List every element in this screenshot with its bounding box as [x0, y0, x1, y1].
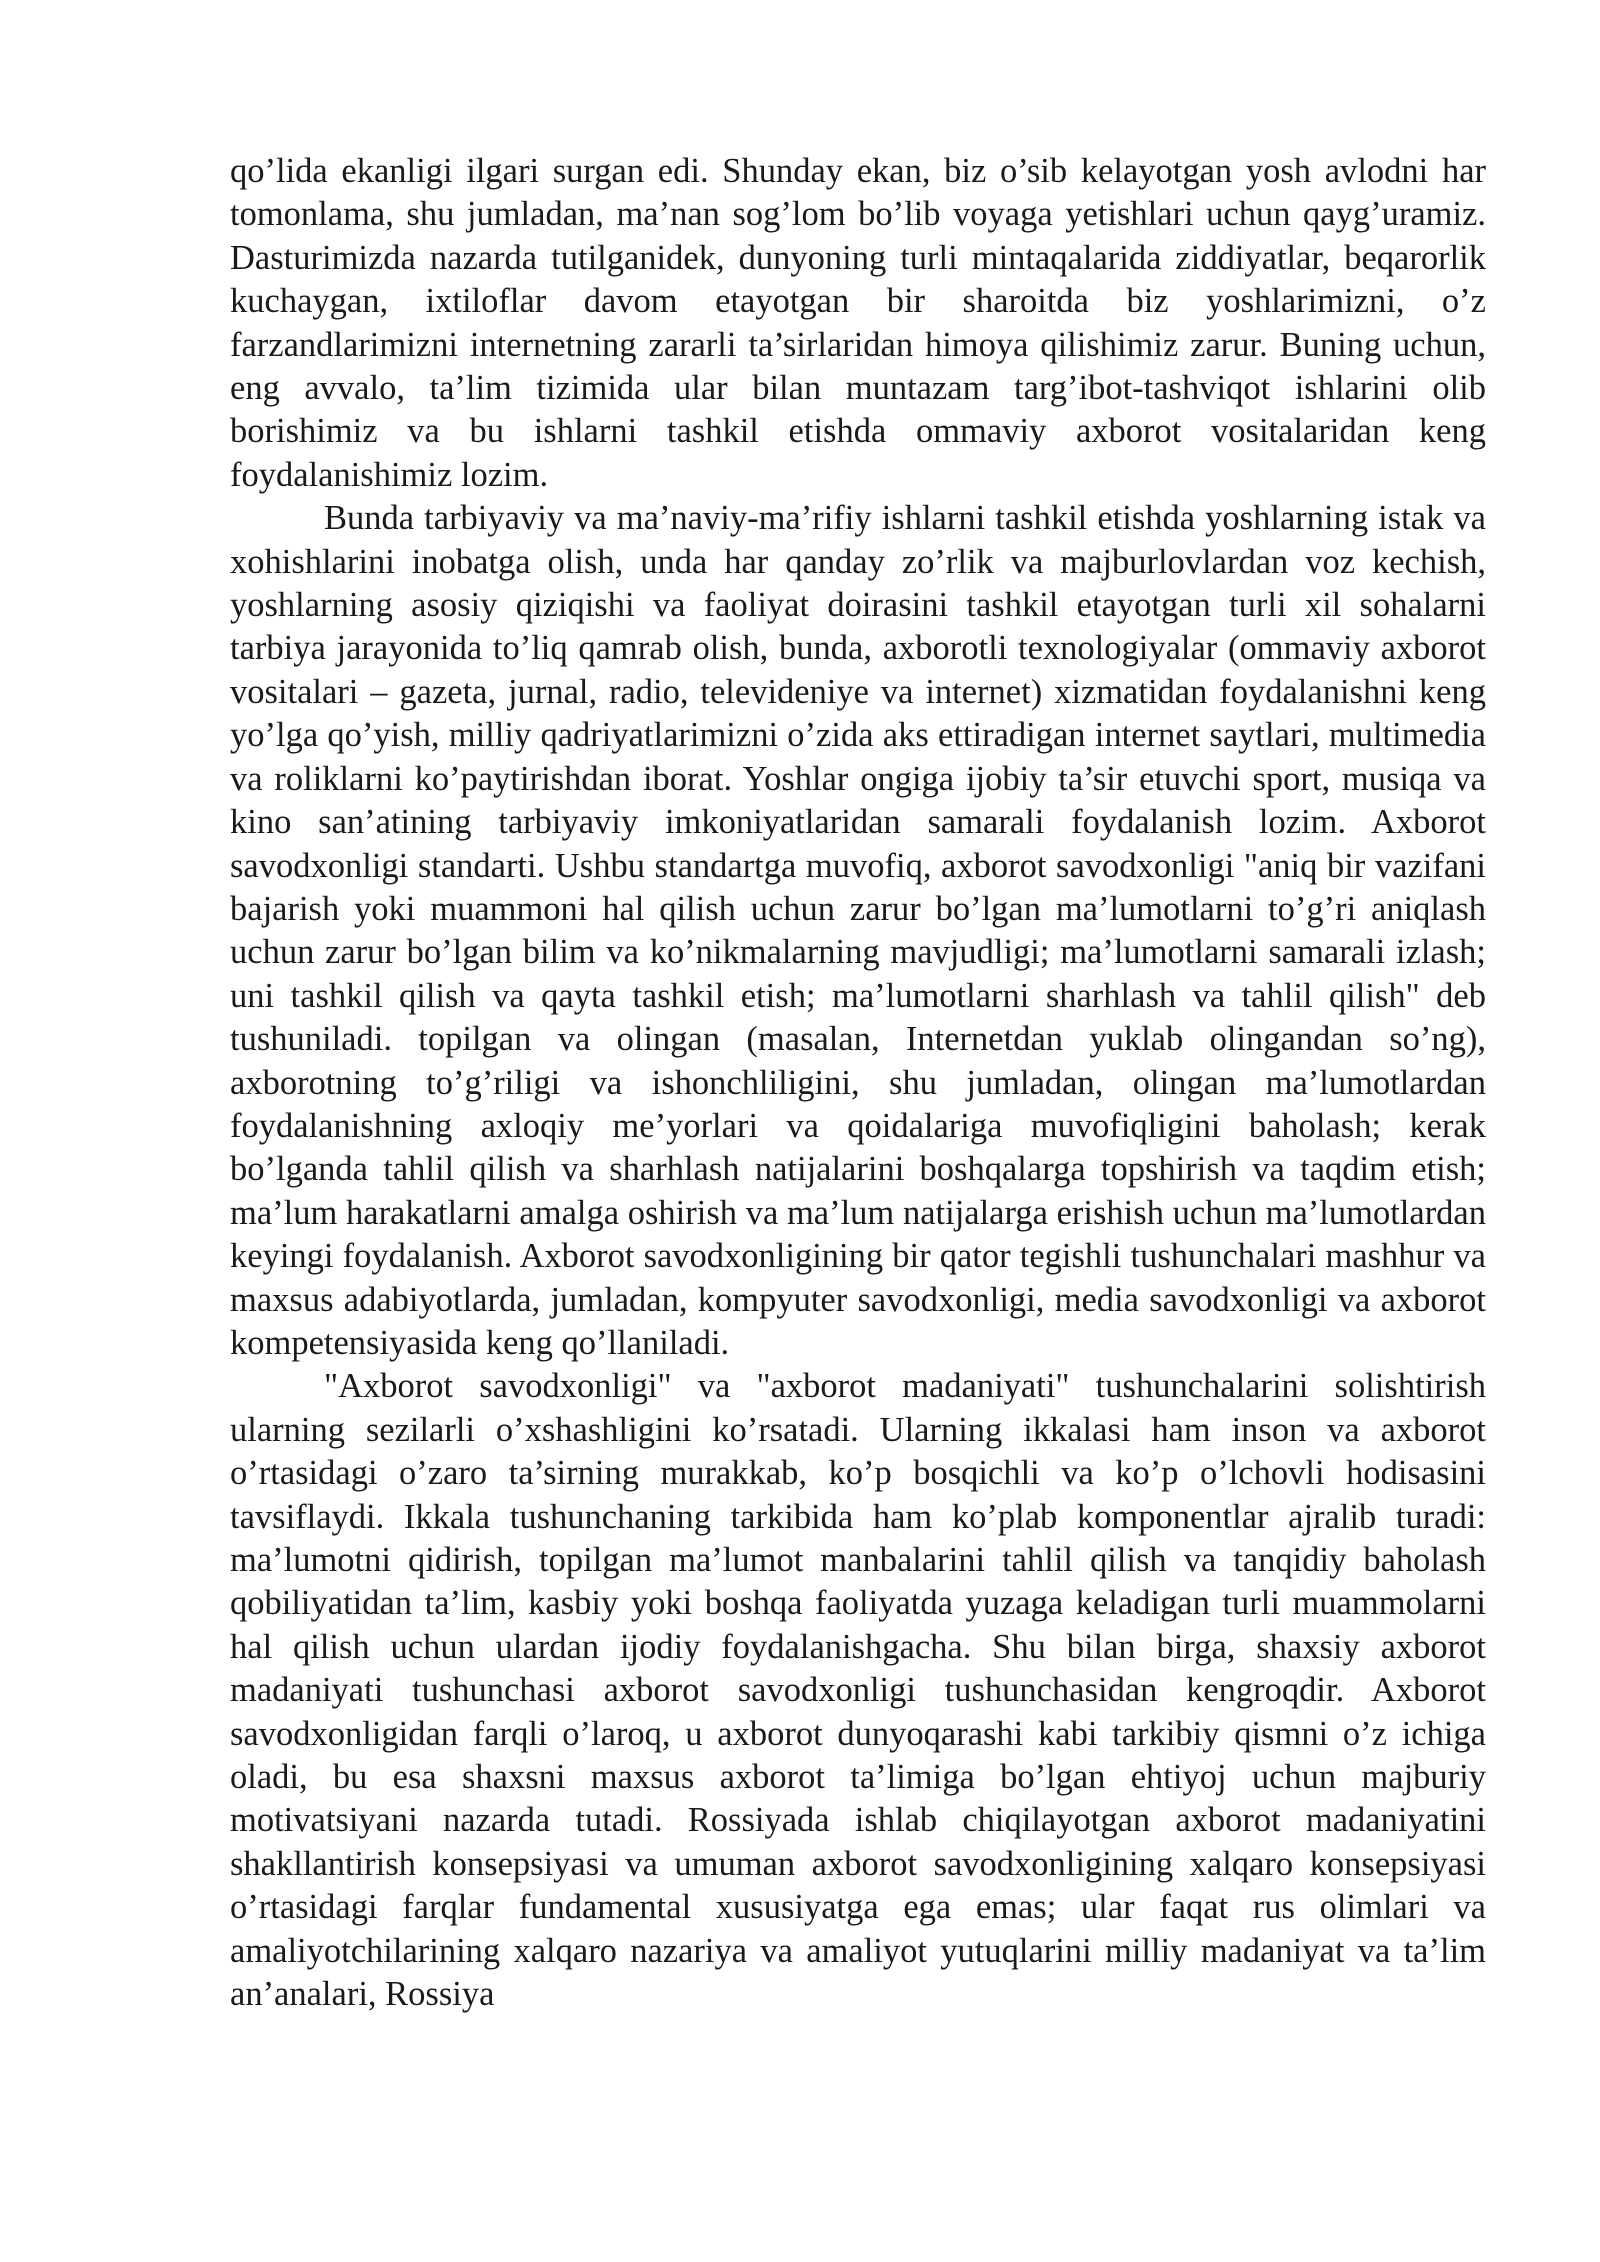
paragraph-1: qo’lida ekanligi ilgari surgan edi. Shunday ekan, biz o’sib kelayotgan yosh avlodni har tomonlama, shu jumladan, ma’nan sog’lom bo’lib voyaga yetishlari uchun qayg’uramiz. Dasturimizda nazarda tutilganidek, dunyoning turli mintaqalarida ziddiyatlar, beqarorlik kuchaygan, ixtiloflar davom etayotgan bir sharoitda biz yoshlarimizni, o’z farzandlarimizni internetning zararli ta’sirlaridan himoya qilishimiz zarur. Buning uchun, eng avvalo, ta’lim tizimida ular bilan muntazam targ’ibot-tashviqot ishlarini olib borishimiz va bu ishlarni tashkil etishda ommaviy axborot vositalaridan keng foydalanishimiz lozim.: [230, 152, 1486, 494]
paragraph-3: "Axborot savodxonligi" va "axborot madaniyati" tushunchalarini solishtirish ularning sezilarli o’xshashligini ko’rsatadi. Ularning ikkalasi ham inson va axborot o’rtasidagi o’zaro ta’sirning murakkab, ko’p bosqichli va ko’p o’lchovli hodisasini tavsiflaydi. Ikkala tushunchaning tarkibida ham ko’plab komponentlar ajralib turadi: ma’lumotni qidirish, topilgan ma’lumot manbalarini tahlil qilish va tanqidiy baholash qobiliyatidan ta’lim, kasbiy yoki boshqa faoliyatda yuzaga keladigan turli muammolarni hal qilish uchun ulardan ijodiy foydalanishgacha. Shu bilan birga, shaxsiy axborot madaniyati tushunchasi axborot savodxonligi tushunchasidan kengroqdir. Axborot savodxonligidan farqli o’laroq, u axborot dunyoqarashi kabi tarkibiy qismni o’z ichiga oladi, bu esa shaxsni maxsus axborot ta’limiga bo’lgan ehtiyoj uchun majburiy motivatsiyani nazarda tutadi. Rossiyada ishlab chiqilayotgan axborot madaniyatini shakllantirish konsepsiyasi va umuman axborot savodxonligining xalqaro konsepsiyasi o’rtasidagi farqlar fundamental xususiyatga ega emas; ular faqat rus olimlari va amaliyotchilarining xalqaro nazariya va amaliyot yutuqlarini milliy madaniyat va ta’lim an’analari, Rossiya: [230, 1367, 1486, 2014]
paragraph-2: Bunda tarbiyaviy va ma’naviy-ma’rifiy ishlarni tashkil etishda yoshlarning istak va xohishlarini inobatga olish, unda har qanday zo’rlik va majburlovlardan voz kechish, yoshlarning asosiy qiziqishi va faoliyat doirasini tashkil etayotgan turli xil sohalarni tarbiya jarayonida to’liq qamrab olish, bunda, axborotli texnologiyalar (ommaviy axborot vositalari – gazeta, jurnal, radio, televideniye va internet) xizmatidan foydalanishni keng yo’lga qo’yish, milliy qadriyatlarimizni o’zida aks ettiradigan internet saytlari, multimedia va roliklarni ko’paytirishdan iborat. Yoshlar ongiga ijobiy ta’sir etuvchi sport, musiqa va kino san’atining tarbiyaviy imkoniyatlaridan samarali foydalanish lozim. Axborot savodxonligi standarti. Ushbu standartga muvofiq, axborot savodxonligi "aniq bir vazifani bajarish yoki muammoni hal qilish uchun zarur bo’lgan ma’lumotlarni to’g’ri aniqlash uchun zarur bo’lgan bilim va ko’nikmalarning mavjudligi; ma’lumotlarni samarali izlash; uni tashkil qilish va qayta tashkil etish; ma’lumotlarni sharhlash va tahlil qilish" deb tushuniladi. topilgan va olingan (masalan, Internetdan yuklab olingandan so’ng), axborotning to’g’riligi va ishonchliligini, shu jumladan, olingan ma’lumotlardan foydalanishning axloqiy me’yorlari va qoidalariga muvofiqligini baholash; kerak bo’lganda tahlil qilish va sharhlash natijalarini boshqalarga topshirish va taqdim etish; ma’lum harakatlarni amalga oshirish va ma’lum natijalarga erishish uchun ma’lumotlardan keyingi foydalanish. Axborot savodxonligining bir qator tegishli tushunchalari mashhur va maxsus adabiyotlarda, jumladan, kompyuter savodxonligi, media savodxonligi va axborot kompetensiyasida keng qo’llaniladi.: [230, 499, 1486, 1362]
document-body: [230, 150, 1486, 2016]
